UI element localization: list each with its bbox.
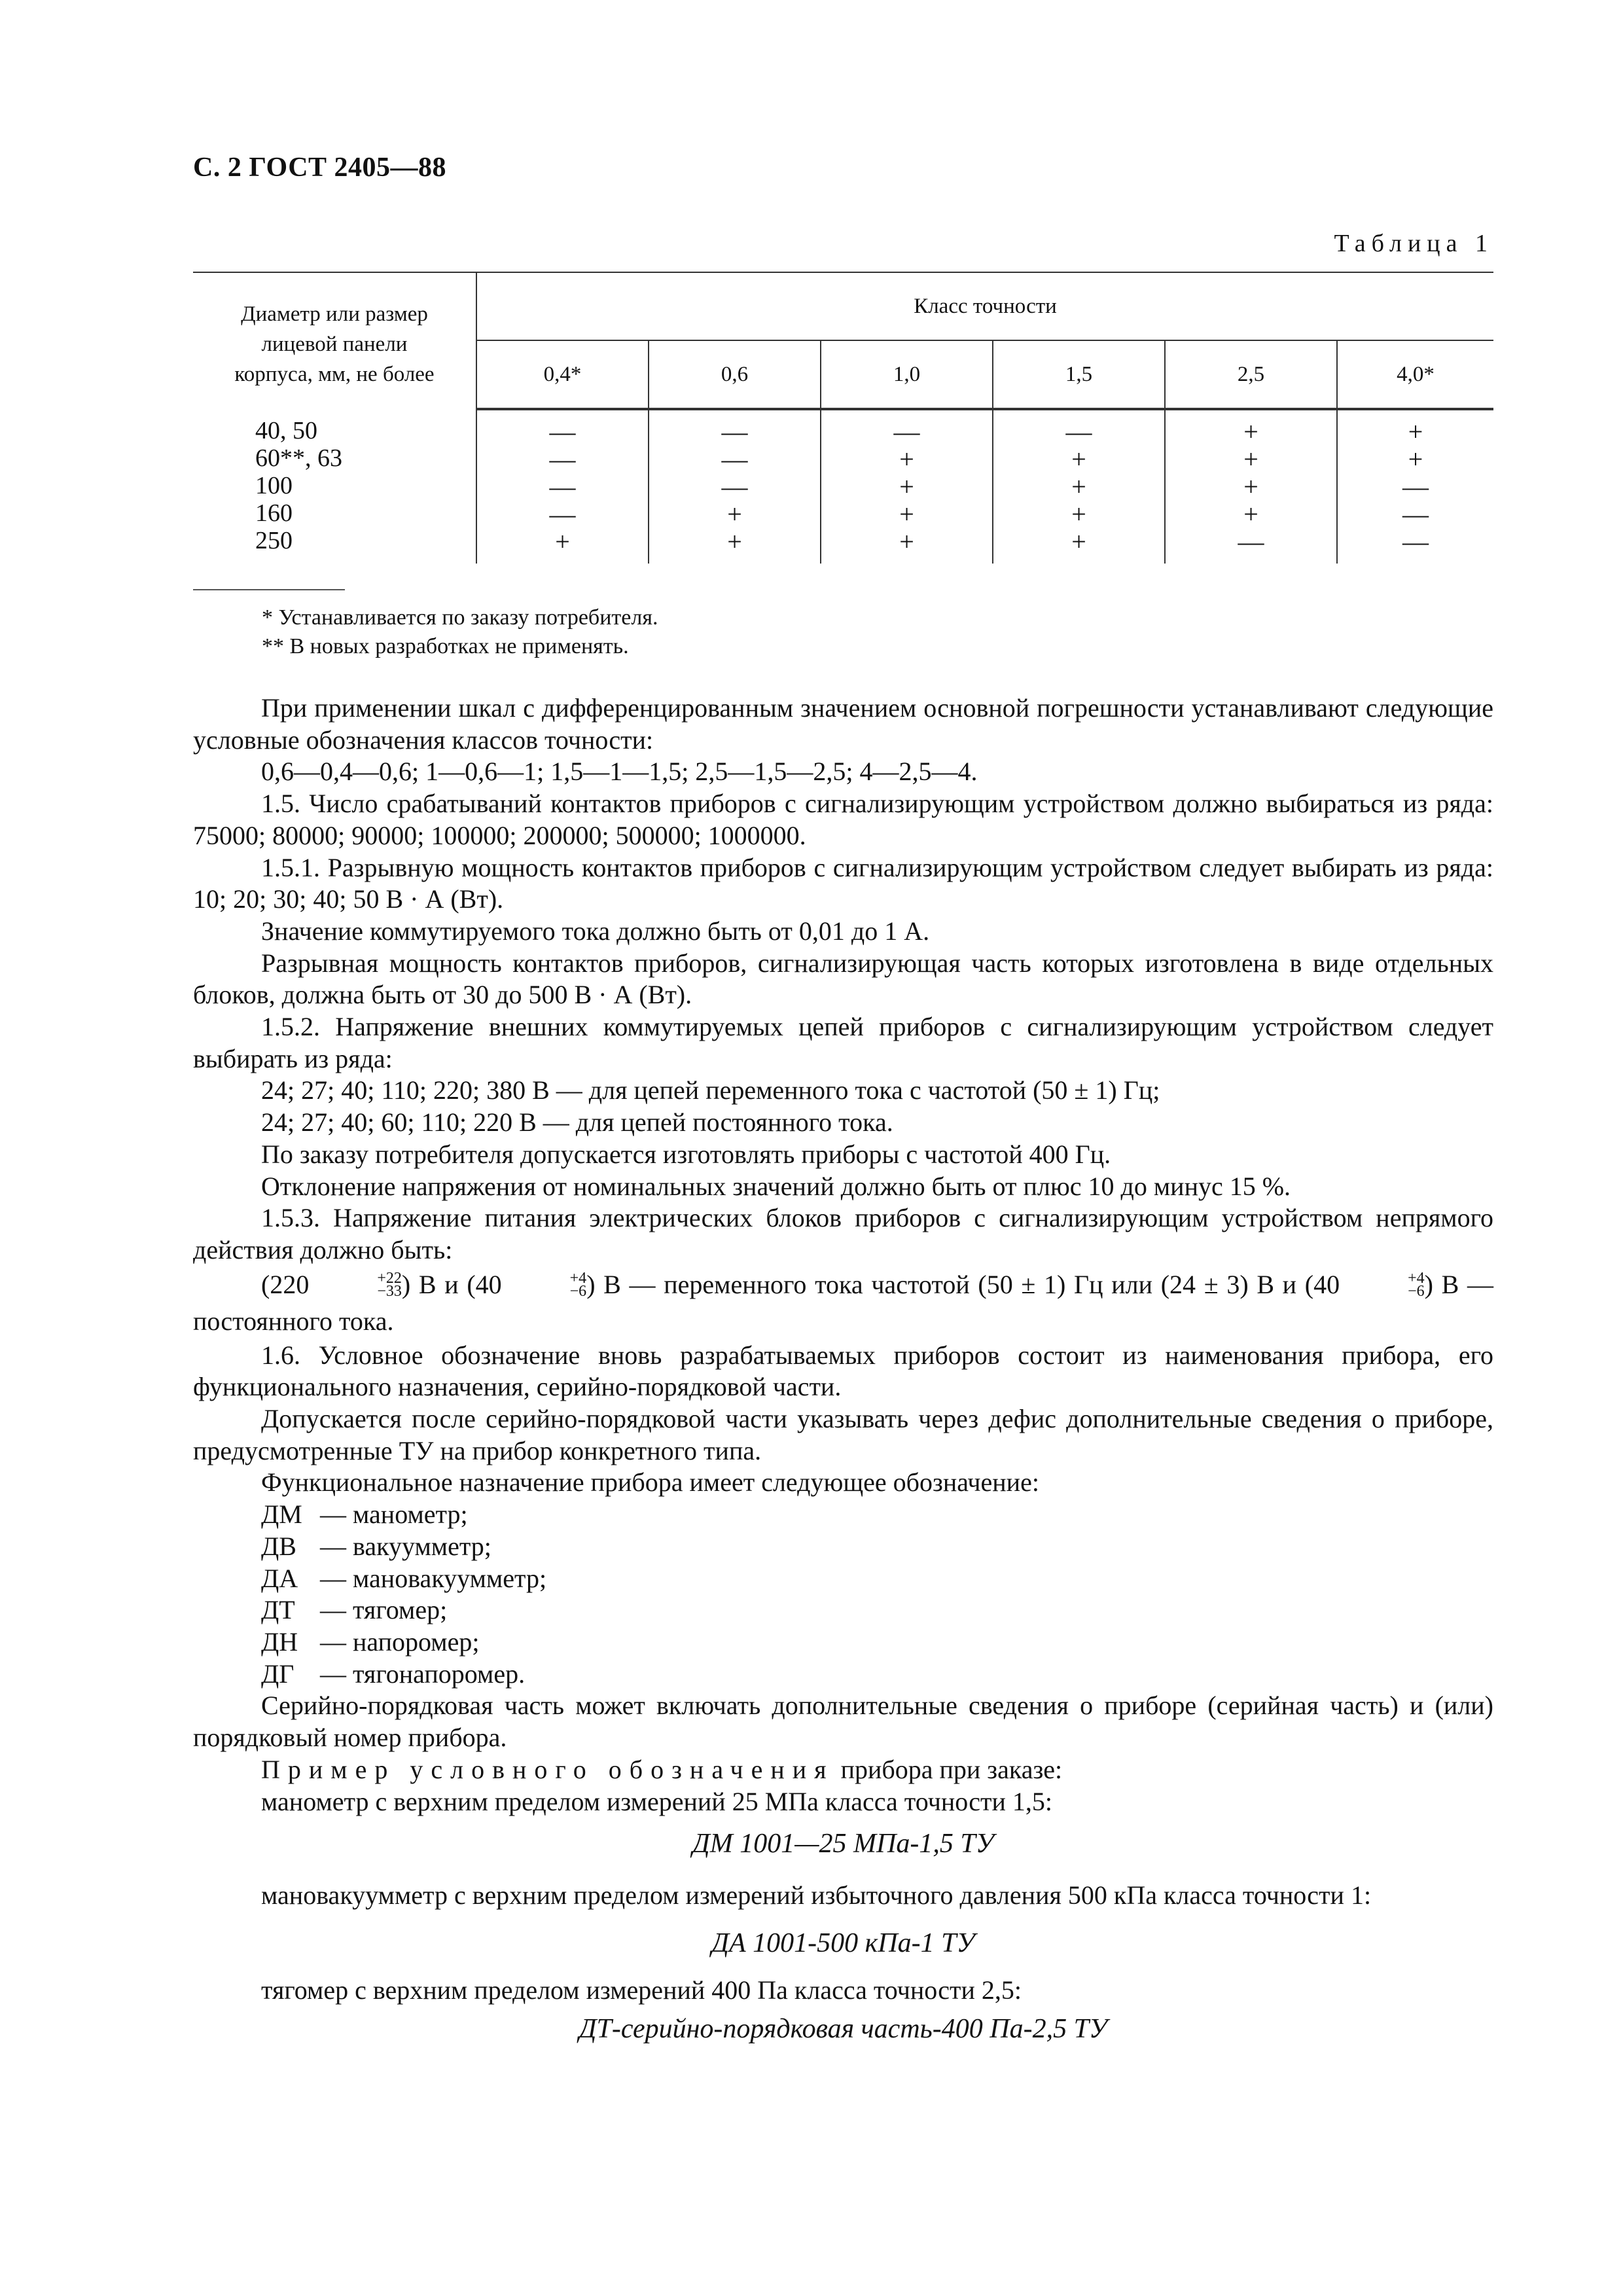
table-cell: — xyxy=(721,472,748,501)
table-cell: — xyxy=(549,472,576,501)
example-rest: прибора при заказе: xyxy=(834,1754,1063,1784)
diameter-header-line: корпуса, мм, не более xyxy=(234,363,435,386)
footnotes xyxy=(262,603,658,661)
table-caption: Таблица 1 xyxy=(1334,230,1493,257)
text-fragment: ) В — постоянного тока. xyxy=(193,1269,1493,1336)
paragraph-1-5-3: 1.5.3. Напряжение питания электрических блоков приборов с сигнализирующим устройством непрямого действия должно быть: xyxy=(193,1203,1493,1265)
size-value: 100 xyxy=(255,472,293,499)
body-text xyxy=(193,692,1493,2045)
list-item xyxy=(193,1659,1493,1691)
tolerance-lower: −33 xyxy=(377,1283,402,1300)
list-item xyxy=(193,1563,1493,1595)
tolerance-upper: +4 xyxy=(1408,1270,1425,1287)
table-cell: + xyxy=(1071,499,1086,529)
table-cell: + xyxy=(1071,472,1086,501)
list-item xyxy=(193,1499,1493,1531)
designation-code: ДВ xyxy=(261,1531,296,1561)
class-header: 0,4* xyxy=(476,340,649,409)
table-cell: — xyxy=(549,499,576,529)
footnote: ** В новых разработках не применять. xyxy=(262,634,629,658)
paragraph: Значение коммутируемого тока должно быть от 0,01 до 1 А. xyxy=(261,916,930,946)
designation-code: ДН xyxy=(261,1626,298,1657)
designation-text: — напоромер; xyxy=(320,1626,480,1657)
example-label: Пример условного обозначения xyxy=(261,1754,834,1784)
tolerance xyxy=(309,1272,402,1298)
table-cell: + xyxy=(899,527,914,556)
example-heading xyxy=(193,1754,1493,1786)
accuracy-class-table xyxy=(193,272,1493,564)
table-cell: + xyxy=(899,499,914,529)
class-header: 1,0 xyxy=(821,340,993,409)
class-header: 1,5 xyxy=(993,340,1165,409)
designation-code: ДА xyxy=(261,1563,298,1593)
text-fragment: (220 xyxy=(261,1269,310,1299)
diameter-header-line: лицевой панели xyxy=(261,332,408,356)
class-column xyxy=(1337,409,1493,556)
class-column xyxy=(1165,409,1337,556)
table-cell: — xyxy=(893,417,920,446)
table-cell: — xyxy=(549,444,576,474)
table-cell: — xyxy=(1402,499,1429,529)
designation-text: — манометр; xyxy=(320,1499,468,1530)
example-text: тягомер с верхним пределом измерений 400 Па класса точности 2,5: xyxy=(261,1975,1022,2005)
paragraph: Отклонение напряжения от номинальных значений должно быть от плюс 10 до минус 15 %. xyxy=(261,1171,1291,1201)
class-column xyxy=(476,409,649,556)
designation-list xyxy=(193,1499,1493,1690)
class-column xyxy=(993,409,1165,556)
table-cell: + xyxy=(1243,444,1258,474)
size-column xyxy=(193,409,476,556)
accuracy-class-header: Класс точности xyxy=(476,272,1493,340)
example-text: манометр с верхним пределом измерений 25 МПа класса точности 1,5: xyxy=(261,1786,1052,1816)
tolerance-lower: −6 xyxy=(569,1283,587,1300)
class-column xyxy=(649,409,821,556)
paragraph: 24; 27; 40; 60; 110; 220 В — для цепей постоянного тока. xyxy=(261,1107,893,1138)
table-cell: + xyxy=(1408,444,1423,474)
size-value: 250 xyxy=(255,527,293,554)
size-value: 160 xyxy=(255,499,293,527)
paragraph-supply-voltage xyxy=(193,1266,1493,1340)
tolerance xyxy=(502,1272,587,1298)
list-item xyxy=(193,1626,1493,1659)
class-header: 2,5 xyxy=(1165,340,1337,409)
paragraph: 0,6—0,4—0,6; 1—0,6—1; 1,5—1—1,5; 2,5—1,5—2,5; 4—2,5—4. xyxy=(261,757,978,787)
paragraph-1-5-1: 1.5.1. Разрывную мощность контактов приборов с сигнализирующим устройством следует выбирать из ряда: 10; 20; 30; 40; 50 В · А (Вт). xyxy=(193,852,1493,914)
size-value: 60**, 63 xyxy=(255,444,342,472)
paragraph: Допускается после серийно-порядковой части указывать через дефис дополнительные сведения о приборе, предусмотренные ТУ на прибор конкретного типа. xyxy=(193,1404,1493,1465)
footnote: * Устанавливается по заказу потребителя. xyxy=(262,605,658,630)
table-cell: + xyxy=(555,527,570,556)
example-code: ДТ-серийно-порядковая часть-400 Па-2,5 ТУ xyxy=(579,2014,1108,2045)
diameter-header xyxy=(193,272,476,409)
paragraph-1-5-2: 1.5.2. Напряжение внешних коммутируемых цепей приборов с сигнализирующим устройством следует выбирать из ряда: xyxy=(193,1012,1493,1073)
designation-code: ДТ xyxy=(261,1595,295,1625)
paragraph: 24; 27; 40; 110; 220; 380 В — для цепей переменного тока с частотой (50 ± 1) Гц; xyxy=(261,1075,1160,1105)
table-cell: + xyxy=(727,499,742,529)
designation-text: — мановакуумметр; xyxy=(320,1563,547,1593)
table-cell: + xyxy=(727,527,742,556)
table-cell: — xyxy=(1065,417,1092,446)
designation-text: — тягонапоромер. xyxy=(320,1659,526,1689)
tolerance xyxy=(1340,1272,1425,1298)
paragraph: Серийно-порядковая часть может включать дополнительные сведения о приборе (серийная часть) и (или) порядковый номер прибора. xyxy=(193,1691,1493,1753)
paragraph-1-6: 1.6. Условное обозначение вновь разрабатываемых приборов состоит из наименования прибора, его функционального назначения, серийно-порядковой части. xyxy=(193,1340,1493,1402)
table-cell: + xyxy=(899,472,914,501)
example-text: мановакуумметр с верхним пределом измерений избыточного давления 500 кПа класса точности 1: xyxy=(261,1880,1372,1910)
page-header: С. 2 ГОСТ 2405—88 xyxy=(193,152,447,183)
example-code: ДМ 1001—25 МПа-1,5 ТУ xyxy=(692,1829,994,1859)
class-column xyxy=(821,409,993,556)
table-cell: + xyxy=(1243,472,1258,501)
paragraph: По заказу потребителя допускается изготовлять приборы с частотой 400 Гц. xyxy=(261,1139,1111,1169)
tolerance-upper: +22 xyxy=(377,1270,402,1287)
designation-text: — тягомер; xyxy=(320,1595,448,1625)
list-item xyxy=(193,1531,1493,1563)
footnote-divider xyxy=(193,589,345,590)
paragraph: Функциональное назначение прибора имеет следующее обозначение: xyxy=(261,1467,1039,1498)
diameter-header-line: Диаметр или размер xyxy=(241,302,428,326)
table-cell: + xyxy=(1071,444,1086,474)
paragraph: Разрывная мощность контактов приборов, сигнализирующая часть которых изготовлена в виде отдельных блоков, должна быть от 30 до 500 В · А (Вт). xyxy=(193,948,1493,1010)
designation-code: ДМ xyxy=(261,1499,302,1530)
table xyxy=(193,272,1493,564)
class-header: 0,6 xyxy=(649,340,821,409)
table-cell: + xyxy=(1071,527,1086,556)
paragraph-1-5: 1.5. Число срабатываний контактов приборов с сигнализирующим устройством должно выбираться из ряда: 75000; 80000; 90000; 100000; 200000; 500000; 1000000. xyxy=(193,789,1493,850)
text-fragment: ) В — переменного тока частотой (50 ± 1) Гц или (24 ± 3) В и (40 xyxy=(586,1269,1340,1299)
paragraph: При применении шкал с дифференцированным значением основной погрешности устанавливают следующие условные обозначения классов точности: xyxy=(193,693,1493,755)
tolerance-upper: +4 xyxy=(569,1270,587,1287)
size-value: 40, 50 xyxy=(255,417,317,444)
class-header: 4,0* xyxy=(1337,340,1493,409)
table-cell: — xyxy=(1402,472,1429,501)
designation-code: ДГ xyxy=(261,1659,294,1689)
table-cell: — xyxy=(1238,527,1264,556)
table-cell: — xyxy=(1402,527,1429,556)
table-cell: + xyxy=(1243,417,1258,446)
table-cell: + xyxy=(1243,499,1258,529)
table-cell: — xyxy=(721,417,748,446)
table-cell: — xyxy=(549,417,576,446)
table-cell: + xyxy=(899,444,914,474)
list-item xyxy=(193,1594,1493,1626)
tolerance-lower: −6 xyxy=(1408,1283,1425,1300)
table-cell: — xyxy=(721,444,748,474)
text-fragment: ) В и (40 xyxy=(401,1269,502,1299)
example-code: ДА 1001-500 кПа-1 ТУ xyxy=(711,1928,975,1958)
table-cell: + xyxy=(1408,417,1423,446)
designation-text: — вакуумметр; xyxy=(320,1531,491,1561)
